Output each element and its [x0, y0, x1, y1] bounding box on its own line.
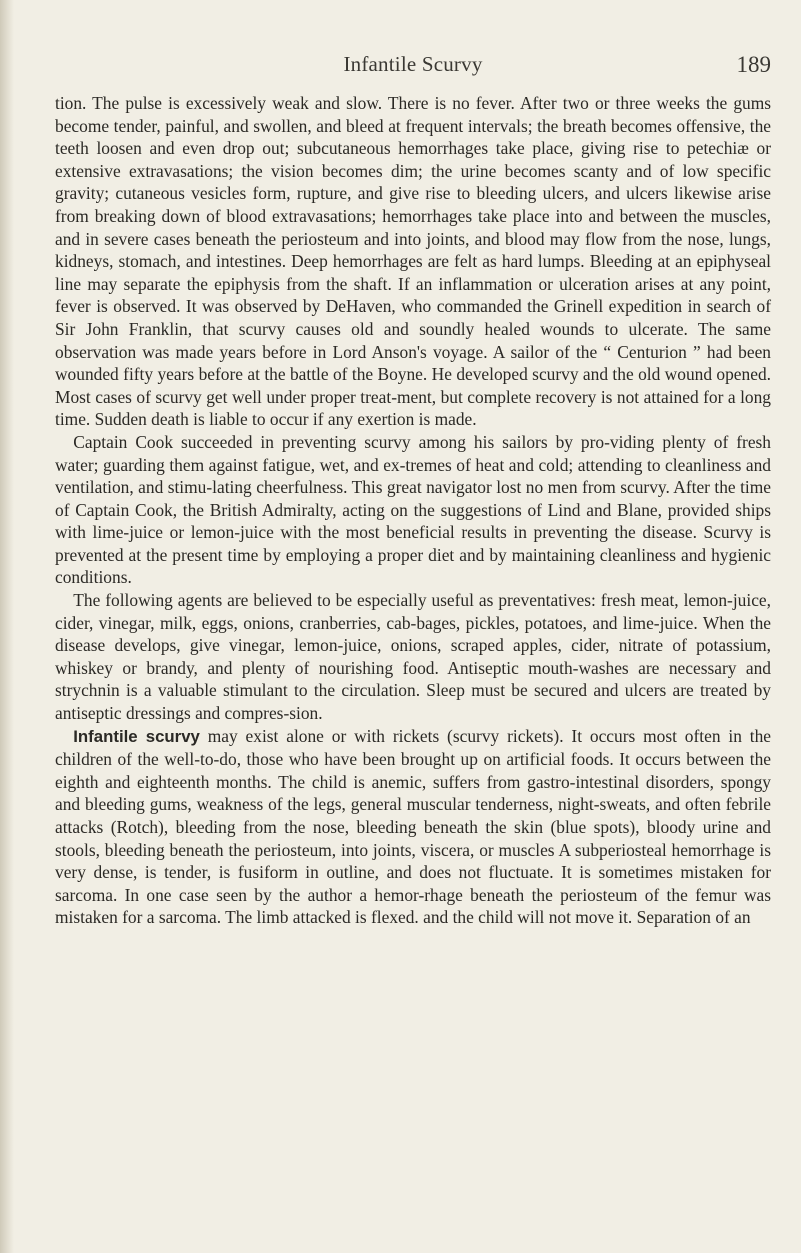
paragraph-preventative-agents: The following agents are believed to be especially useful as preventatives: fresh meat, lemon-juice, cider, vinegar, milk, eggs, onions, cranberries, cab-bages, pickles, potatoes, and lime-juice. When the disease develops, give vinegar, lemon-juice, onions, scraped apples, cider, nitrate of potassium, whiskey or brandy, and plenty of nourishing food. Antiseptic mouth-washes are necessary and strychnin is a valuable stimulant to the circulation. Sleep must be secured and ulcers are treated by antiseptic dressings and compres-sion.	[55, 590, 771, 724]
paragraph-infantile-scurvy	[55, 725, 771, 929]
paragraph-infantile-scurvy-text: may exist alone or with rickets (scurvy rickets). It occurs most often in the children of the well-to-do, those who have been brought up on artificial foods. It occurs between the eighth and eighteenth months. The child is anemic, suffers from gastro-intestinal disorders, spongy and bleeding gums, weakness of the legs, general muscular tenderness, night-sweats, and often febrile attacks (Rotch), bleeding from the nose, bleeding beneath the skin (blue spots), bloody urine and stools, bleeding beneath the periosteum, into joints, viscera, or muscles A subperiosteal hemorrhage is very dense, is tender, is fusiform in outline, and does not fluctuate. It is sometimes mistaken for sarcoma. In one case seen by the author a hemor-rhage beneath the periosteum of the femur was mistaken for a sarcoma. The limb attacked is flexed. and the child will not move it. Separation of an	[55, 725, 772, 928]
running-title: Infantile Scurvy	[343, 52, 483, 76]
running-head	[55, 52, 771, 92]
section-run-in-heading: Infantile scurvy	[73, 726, 200, 746]
page-number: 189	[736, 52, 771, 77]
paragraph-prevention-captain-cook: Captain Cook succeeded in preventing scurvy among his sailors by pro-viding plenty of fresh water; guarding them against fatigue, wet, and ex-tremes of heat and cold; attending to cleanliness and ventilation, and stimu-lating cheerfulness. This great navigator lost no men from scurvy. After the time of Captain Cook, the British Admiralty, acting on the suggestions of Lind and Blane, provided ships with lime-juice or lemon-juice with the most beneficial results in preventing the disease. Scurvy is prevented at the present time by employing a proper diet and by maintaining cleanliness and hygienic conditions.	[55, 431, 771, 588]
page-gutter-shadow	[0, 0, 14, 1253]
book-page	[55, 52, 771, 929]
paragraph-symptoms-continued: tion. The pulse is excessively weak and slow. There is no fever. After two or three weeks the gums become tender, painful, and swollen, and bleed at frequent intervals; the breath becomes offensive, the teeth loosen and even drop out; subcutaneous hemorrhages take place, giving rise to petechiæ or extensive extravasations; the vision becomes dim; the urine becomes scanty and of low specific gravity; cutaneous vesicles form, rupture, and give rise to bleeding ulcers, and ulcers likewise arise from breaking down of blood extravasations; hemorrhages take place into and between the muscles, and in severe cases beneath the periosteum and into joints, and blood may flow from the nose, lungs, kidneys, stomach, and intestines. Deep hemorrhages are felt as hard lumps. Bleeding at an epiphyseal line may separate the epiphysis from the shaft. If an inflammation or ulceration arises at any point, fever is observed. It was observed by DeHaven, who commanded the Grinell expedition in search of Sir John Franklin, that scurvy causes old and soundly healed wounds to ulcerate. The same observation was made years before in Lord Anson's voyage. A sailor of the “ Centurion ” had been wounded fifty years before at the battle of the Boyne. He developed scurvy and the old wound opened. Most cases of scurvy get well under proper treat-ment, but complete recovery is not attained for a long time. Sudden death is liable to occur if any exertion is made.	[55, 93, 771, 430]
body-text	[55, 92, 771, 929]
